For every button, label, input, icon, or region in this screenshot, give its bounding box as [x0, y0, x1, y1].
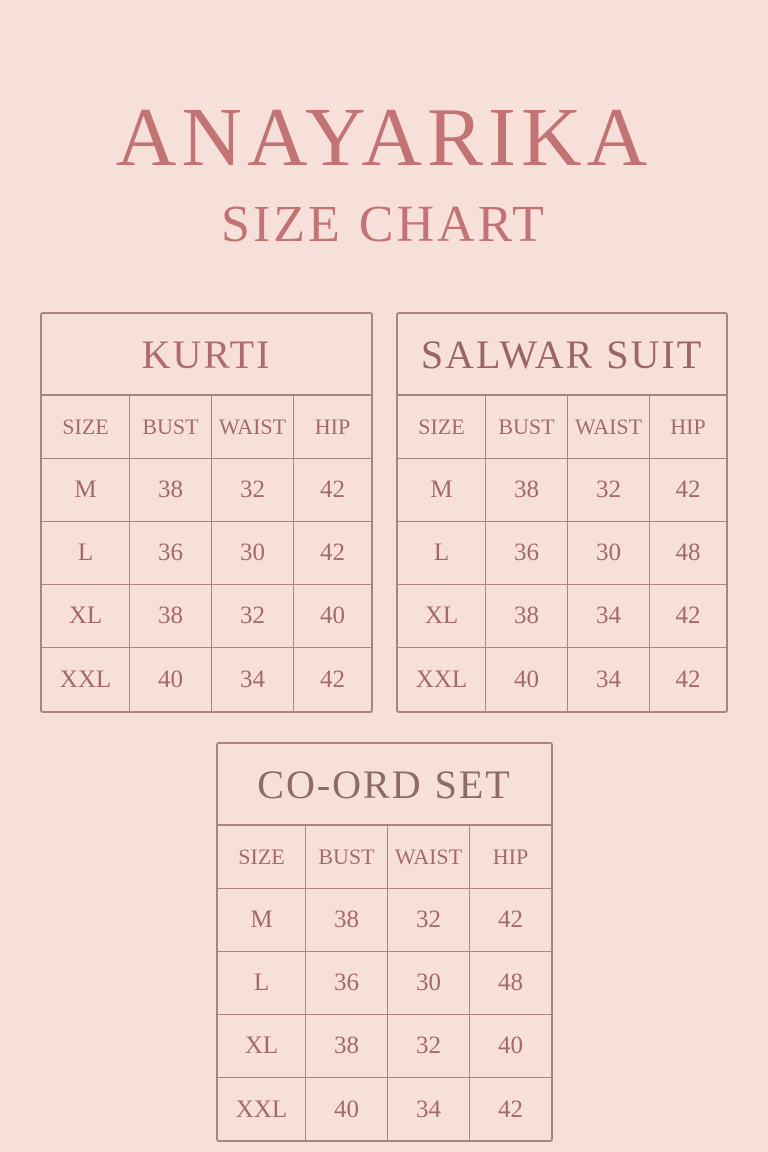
size-label-cell: XXL	[398, 648, 486, 711]
table-grid	[398, 396, 726, 711]
table-title: SALWAR SUIT	[398, 314, 726, 396]
page-subtitle: SIZE CHART	[221, 196, 547, 253]
table-title: CO-ORD SET	[218, 744, 551, 826]
measurement-cell: 40	[306, 1078, 388, 1141]
measurement-cell: 34	[568, 585, 650, 648]
size-label-cell: XL	[398, 585, 486, 648]
column-header-waist: WAIST	[212, 396, 294, 459]
size-label-cell: M	[398, 459, 486, 522]
kurti-size-table	[40, 312, 373, 713]
measurement-cell: 38	[306, 1015, 388, 1078]
size-label-cell: M	[218, 889, 306, 952]
co-ord-set-size-table	[216, 742, 553, 1142]
size-label-cell: L	[218, 952, 306, 1015]
measurement-cell: 48	[470, 952, 551, 1015]
table-title: KURTI	[42, 314, 371, 396]
size-label-cell: XXL	[218, 1078, 306, 1141]
size-label-cell: M	[42, 459, 130, 522]
measurement-cell: 32	[212, 585, 294, 648]
measurement-cell: 42	[320, 665, 345, 693]
brand-title: ANAYARIKA	[115, 91, 653, 184]
column-header-hip: HIP	[650, 396, 726, 459]
column-header-hip: HIP	[294, 396, 371, 459]
measurement-cell: 32	[212, 459, 294, 522]
measurement-cell: 34	[568, 648, 650, 711]
measurement-cell: 42	[675, 665, 701, 693]
measurement-cell: 42	[498, 1095, 523, 1123]
measurement-cell: 40	[294, 585, 371, 648]
measurement-cell: 40	[486, 648, 568, 711]
measurement-cell: 40	[470, 1015, 551, 1078]
column-header-size: SIZE	[398, 396, 486, 459]
measurement-cell: 42	[294, 459, 371, 522]
measurement-cell: 30	[212, 522, 294, 585]
measurement-cell: 38	[486, 585, 568, 648]
size-label-cell: XL	[218, 1015, 306, 1078]
measurement-cell: 40	[130, 648, 212, 711]
size-label-cell: L	[398, 522, 486, 585]
measurement-cell: 36	[486, 522, 568, 585]
measurement-cell: 38	[306, 889, 388, 952]
size-label-cell: L	[42, 522, 130, 585]
measurement-cell: 48	[650, 522, 726, 585]
measurement-cell: 34	[388, 1078, 470, 1141]
measurement-cell: 36	[130, 522, 212, 585]
size-label-cell: XL	[42, 585, 130, 648]
measurement-cell: 42	[650, 459, 726, 522]
measurement-cell: 42	[650, 585, 726, 648]
measurement-cell: 38	[130, 585, 212, 648]
measurement-cell: 34	[212, 648, 294, 711]
column-header-bust: BUST	[130, 396, 212, 459]
salwar-suit-size-table	[396, 312, 728, 713]
measurement-cell: 30	[388, 952, 470, 1015]
measurement-cell: 32	[568, 459, 650, 522]
measurement-cell: 38	[486, 459, 568, 522]
column-header-bust: BUST	[486, 396, 568, 459]
column-header-size: SIZE	[42, 396, 130, 459]
measurement-cell: 42	[294, 522, 371, 585]
table-grid	[218, 826, 551, 1141]
measurement-cell: 32	[388, 889, 470, 952]
column-header-waist: WAIST	[388, 826, 470, 889]
table-grid	[42, 396, 371, 711]
measurement-cell: 38	[130, 459, 212, 522]
measurement-cell: 32	[388, 1015, 470, 1078]
column-header-hip: HIP	[470, 826, 551, 889]
size-label-cell: XXL	[42, 648, 130, 711]
measurement-cell: 30	[568, 522, 650, 585]
measurement-cell: 36	[306, 952, 388, 1015]
column-header-waist: WAIST	[568, 396, 650, 459]
measurement-cell: 42	[470, 889, 551, 952]
column-header-bust: BUST	[306, 826, 388, 889]
column-header-size: SIZE	[218, 826, 306, 889]
